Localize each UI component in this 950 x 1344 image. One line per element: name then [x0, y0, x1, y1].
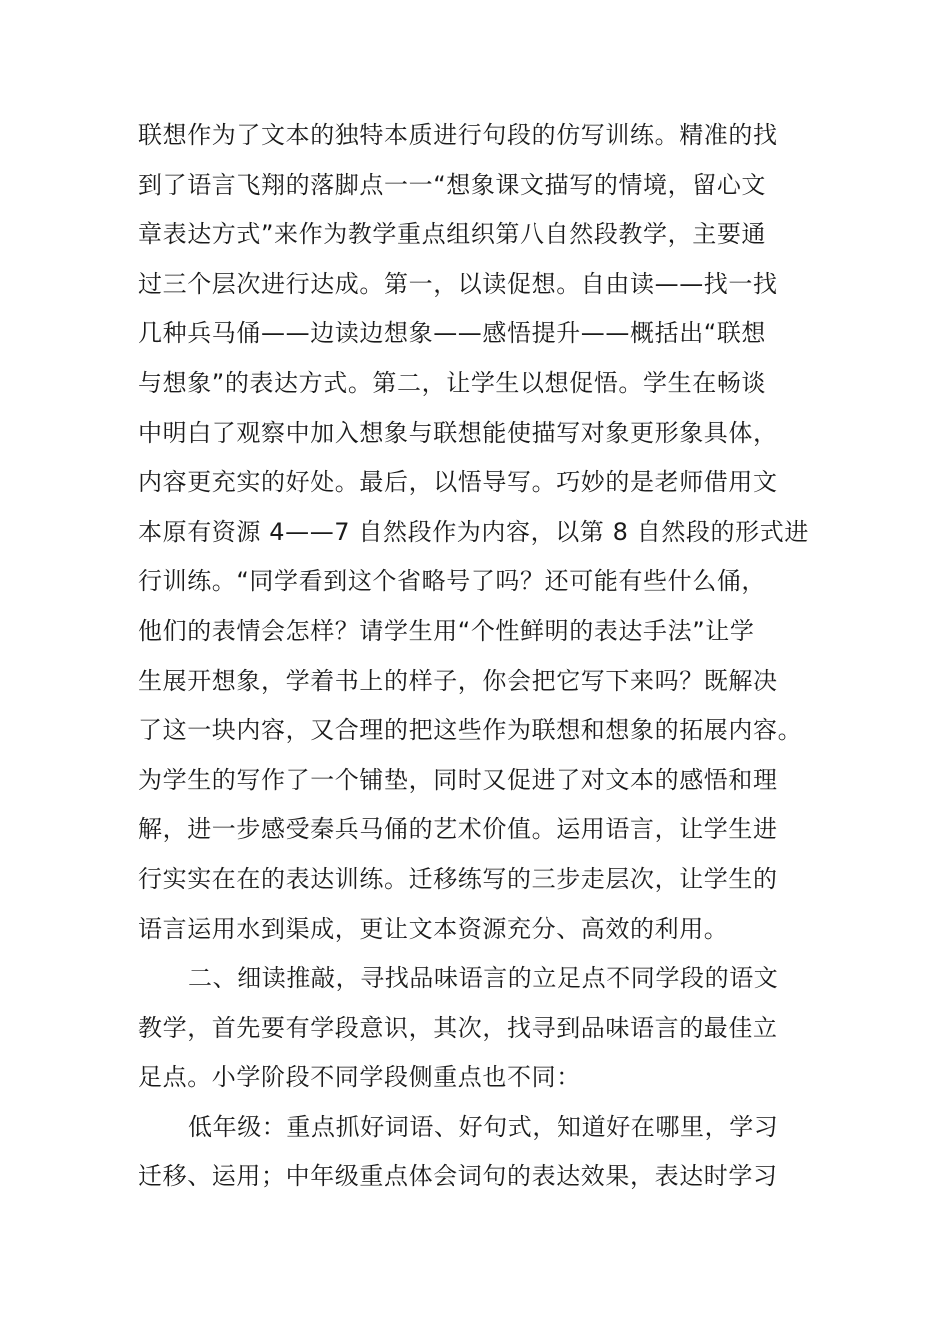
text-line: 他们的表情会怎样？请学生用“个性鲜明的表达手法”让学	[138, 616, 755, 645]
section-heading-line: 二、细读推敲，寻找品味语言的立足点不同学段的语文	[188, 964, 779, 993]
text-line: 本原有资源 4——7 自然段作为内容，以第 8 自然段的形式进	[138, 517, 809, 546]
text-line: 章表达方式”来作为教学重点组织第八自然段教学，主要通	[138, 220, 767, 249]
text-line: 足点。小学阶段不同学段侧重点也不同：	[138, 1063, 581, 1092]
text-line: 为学生的写作了一个铺垫，同时又促进了对文本的感悟和理	[138, 765, 778, 794]
paragraph-start-line: 低年级：重点抓好词语、好句式，知道好在哪里，学习	[188, 1112, 779, 1141]
document-body	[138, 111, 818, 1202]
text-line: 行实实在在的表达训练。迁移练写的三步走层次，让学生的	[138, 864, 778, 893]
text-line: 教学，首先要有学段意识，其次，找寻到品味语言的最佳立	[138, 1013, 778, 1042]
text-line: 中明白了观察中加入想象与联想能使描写对象更形象具体，	[138, 418, 778, 447]
text-line: 过三个层次进行达成。第一，以读促想。自由读——找一找	[138, 269, 778, 298]
text-line: 内容更充实的好处。最后，以悟导写。巧妙的是老师借用文	[138, 468, 778, 497]
text-line: 迁移、运用；中年级重点体会词句的表达效果，表达时学习	[138, 1162, 778, 1191]
text-line: 几种兵马俑——边读边想象——感悟提升——概括出“联想	[138, 319, 767, 348]
text-line: 与想象”的表达方式。第二，让学生以想促悟。学生在畅谈	[138, 368, 767, 397]
text-line: 语言运用水到渠成，更让文本资源充分、高效的利用。	[138, 914, 729, 943]
text-line: 解，进一步感受秦兵马俑的艺术价值。运用语言，让学生进	[138, 815, 778, 844]
text-line: 生展开想象，学着书上的样子，你会把它写下来吗？既解决	[138, 666, 778, 695]
text-line: 了这一块内容，又合理的把这些作为联想和想象的拓展内容。	[138, 716, 803, 745]
text-line: 到了语言飞翔的落脚点一一“想象课文描写的情境，留心文	[138, 170, 767, 199]
text-line: 行训练。“同学看到这个省略号了吗？还可能有些什么俑，	[138, 567, 767, 596]
text-line: 联想作为了文本的独特本质进行句段的仿写训练。精准的找	[138, 121, 778, 149]
